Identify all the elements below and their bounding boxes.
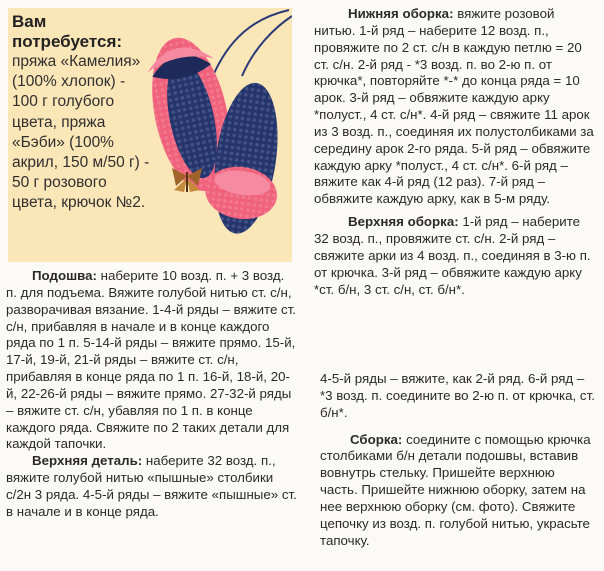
- hanging-cord-2: [242, 16, 292, 76]
- lower-frill-text: вяжите розовой нитью. 1-й ряд – наберите 12 возд. п., провяжите по 2 ст. с/н в каждую петлю = 20 ст. с/н. 2-й ряд - *3 возд. п. во 2-ю п. от крючка*, повторяйте *-* до конца ряда = 10 арок. 3-й ряд – обвяжите каждую арку *полуст., 4 ст. с/н*. 4-й ряд – свяжите 11 арок из 3 возд. п., соединяя их полустолбиками за середину арок 2-го ряда. 5-й ряд – обвяжите каждую арку *полуст., 4 ст. с/н*. 6-й ряд – вяжите как 4-й ряд (12 раз). 7-й ряд – обвяжите каждую арку, как в 5-м ряду.: [314, 6, 594, 207]
- assembly-text: соедините с помощью крючка столбиками б/н детали подошвы, вставив вовнутрь стельку. Пришейте верхнюю часть. Пришейте нижнюю оборку, затем на нее верхнюю оборку (см. фото). Свяжите цепочку из возд. п. голубой нитью, украсьте тапочку.: [320, 431, 591, 548]
- lower-frill-paragraph: [314, 6, 598, 208]
- sole-label: Подошва:: [32, 268, 97, 283]
- slippers-photo: [144, 8, 292, 248]
- upper-frill-paragraph: [314, 214, 598, 298]
- sole-paragraph: [6, 268, 298, 453]
- sole-text: наберите 10 возд. п. + 3 возд. п. для подъема. Вяжите голубой нитью ст. с/н, разворачивая вязание. 1-4-й ряды – вяжите ст. с/н, прибавляя в начале и в конце каждого ряда по 1 п. 5-14-й ряды – вяжите прямо. 15-й, 17-й, 19-й, 21-й ряды – вяжите ст. с/н, прибавляя в конце ряда по 1 п. 16-й, 18-й, 20-й, 22-26-й ряды – вяжите прямо. 27-32-й ряды – вяжите ст. с/н, убавляя по 1 п. в конце каждого ряда. Свяжите по 2 таких детали для каждой тапочки.: [6, 268, 297, 452]
- materials-body: пряжа «Камелия» (100% хлопок) - 100 г голубого цвета, пряжа «Бэби» (100% акрил, 150 м/50 г) - 50 г розового цвета, крючок №2.: [12, 53, 150, 212]
- upper-label: Верхняя деталь:: [32, 453, 143, 469]
- left-column: [6, 268, 298, 521]
- lower-frill-label: Нижняя оборка:: [348, 6, 454, 21]
- right-column-continued: [320, 371, 596, 549]
- hanging-cord: [212, 10, 289, 78]
- upper-text: наберите 32 возд. п., вяжите голубой нитью «пышные» столбики с/2н 3 ряда. 4-5-й ряды – вяжите «пышные» ст. в начале и в конце ряда.: [6, 453, 297, 519]
- right-column: [314, 6, 598, 298]
- assembly-label: Сборка:: [350, 431, 403, 447]
- upper-frill-text: 1-й ряд – наберите 32 возд. п., провяжите ст. с/н. 2-й ряд – свяжите арки из 4 возд. п., соединяя в 3-ю п. от крючка. 3-й ряд – обвяжите каждую арку *ст. б/н, 3 ст. с/н, ст. б/н*.: [314, 214, 591, 297]
- materials-heading: Вам потребуется:: [12, 12, 123, 51]
- upper-frill-cont-paragraph: 4-5-й ряды – вяжите, как 2-й ряд. 6-й ряд – *3 возд. п. соедините во 2-ю п. от крючка, ст. б/н*.: [320, 371, 595, 420]
- upper-paragraph: [6, 453, 298, 520]
- assembly-paragraph: [320, 432, 596, 550]
- materials-text: [12, 12, 150, 214]
- materials-panel: [8, 8, 292, 262]
- upper-frill-label: Верхняя оборка:: [348, 214, 459, 230]
